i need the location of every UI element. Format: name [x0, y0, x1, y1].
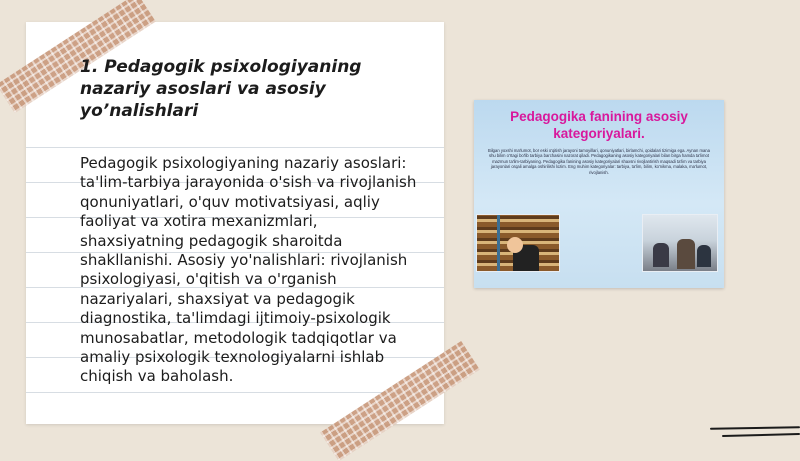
photo-face: [507, 237, 523, 253]
paper-line: [26, 147, 444, 148]
classroom-photo: [642, 214, 718, 272]
slide-title: 1. Pedagogik psixologiyaning nazariy asoslari va asosiy yo’nalishlari: [80, 57, 362, 121]
decorative-stroke: [710, 426, 800, 430]
slide-body-text: Pedagogik psixologiyaning nazariy asoslari: ta'lim-tarbiya jarayonida o'sish va rivojlanish qonuniyatlari, o'quv motivatsiyasi, aqliy faoliyat va xotira mexanizmlari, shaxsiyatning pedagogik sharoitda shakllanishi. Asosiy yo'nalishlari: rivojlanish psixologiyasi, o'qitish va o'rganish nazariyalari, shaxsiyat va pedagogik diagnostika, ta'limdagi ijtimoiy-psixologik munosabatlar, metodologik tadqiqotlar va amaliy psixologik texnologiyalarni ishlab chiqish va baholash.: [80, 154, 417, 386]
photo-person: [653, 243, 669, 267]
slide-thumbnail-image: [474, 100, 724, 288]
thumbnail-title: Pedagogika fanining asosiy kategoriyalari.: [510, 109, 688, 141]
decorative-stroke: [722, 433, 800, 437]
thumbnail-body-text: Bilgan yoxshi ma'lumot, bor eski o'qitish jarayoni tamoyillari, qonuniyatlari, birlamchi, qoidalari tizimiga ega. Aynan mana shu bilim o'rtagi bo'lib tarbiya barchasini nazorat qiladi. Pedagogikaning asosiy kategoriyalari bilan birga hamda ta'limot mazmun ta'lim-tarbiyaning. Pedagogika fanining asosiy kategoriyalari shaxsni rivojlantirish maqsadi ta'lim va tarbiya jarayonlari orqali amalga oshirilishi lozim. Eng muhim kategoriyalar: tarbiya, ta'lim, bilim, ko'nikma, malaka, ma'lumot, rivojlanish.: [488, 148, 710, 175]
photo-person: [677, 239, 695, 269]
photo-person: [697, 245, 711, 267]
student-books-photo: [476, 214, 560, 272]
